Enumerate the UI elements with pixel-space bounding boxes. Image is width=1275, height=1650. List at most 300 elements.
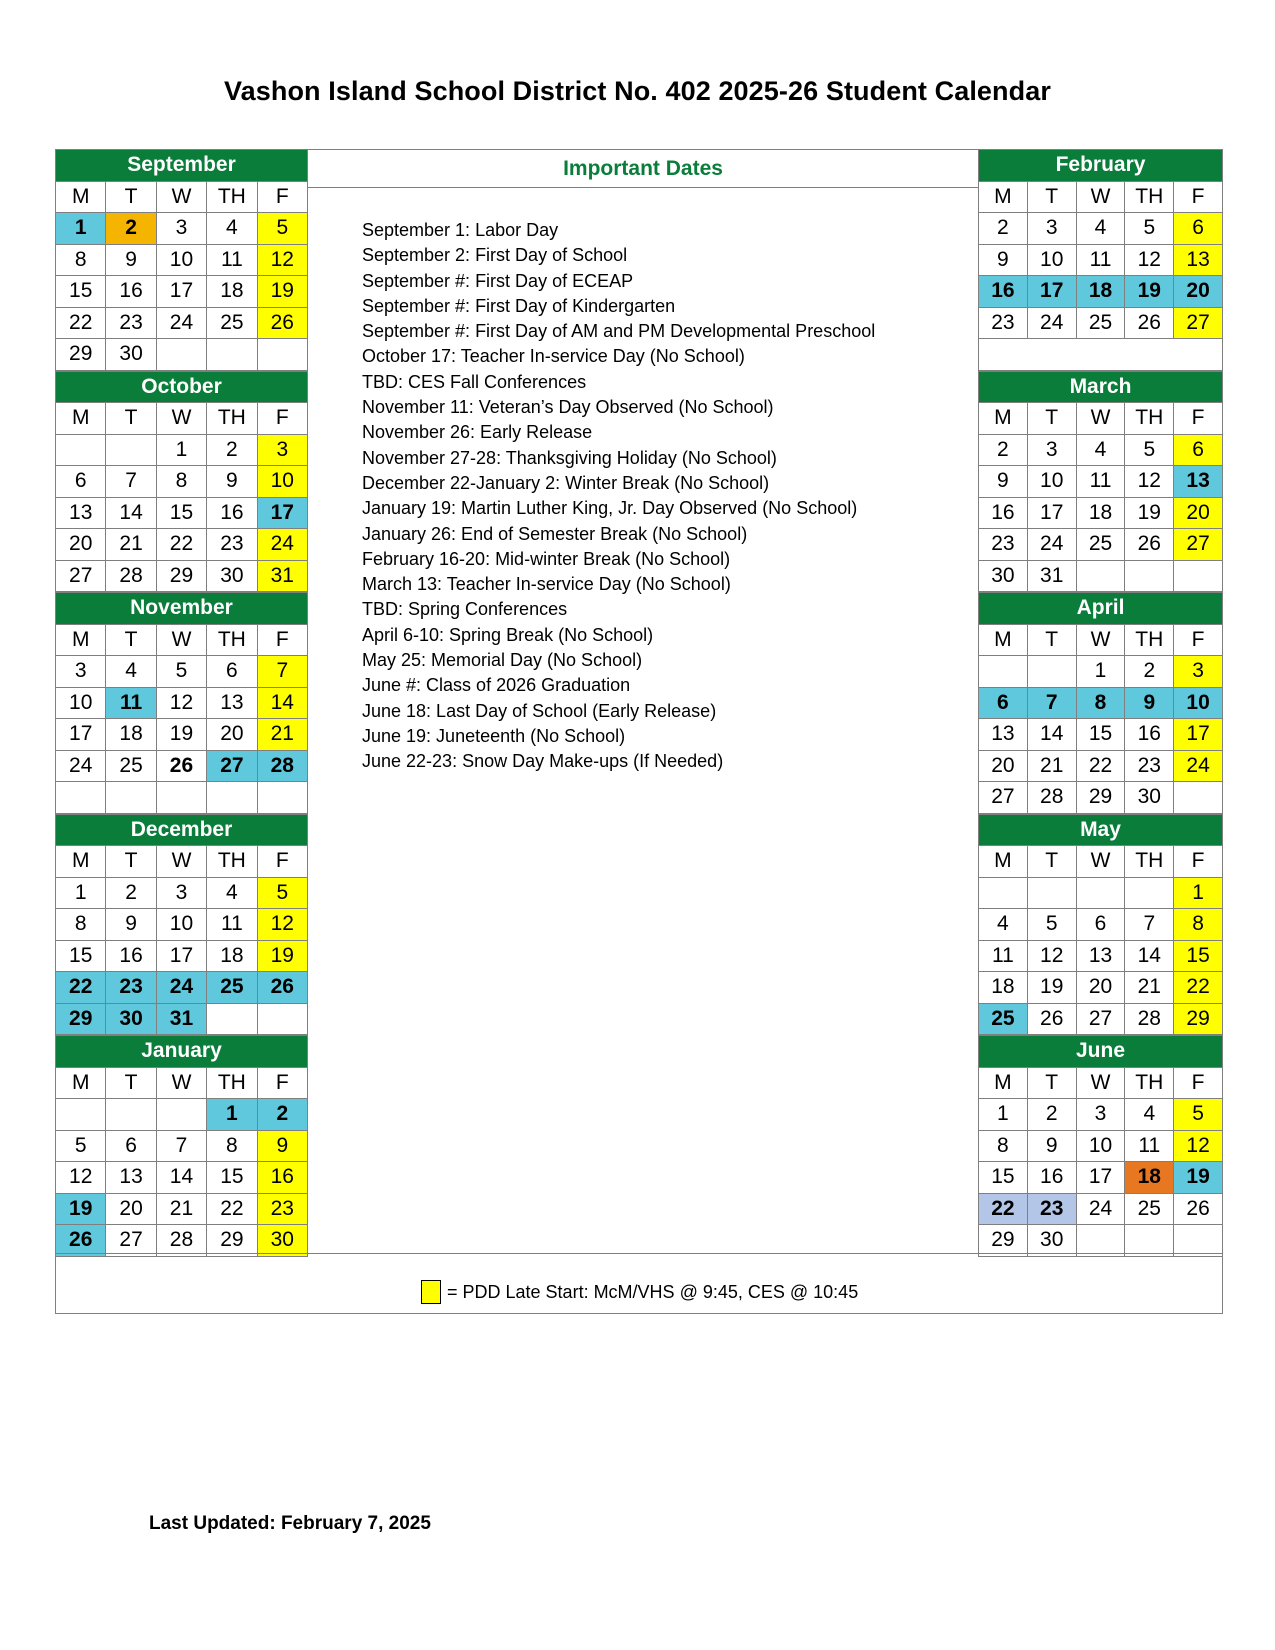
day-cell: 19 — [1125, 276, 1174, 308]
weekday-header: M — [979, 181, 1028, 213]
day-cell: 29 — [56, 1003, 106, 1035]
day-cell: 4 — [207, 213, 257, 245]
day-cell: 3 — [1027, 434, 1076, 466]
day-cell: 13 — [1174, 466, 1223, 498]
empty-day-cell — [979, 656, 1028, 688]
day-cell: 16 — [1125, 719, 1174, 751]
legend-swatch — [421, 1280, 441, 1304]
weekday-header: M — [56, 624, 106, 656]
week-row — [979, 1193, 1223, 1225]
empty-day-cell — [257, 339, 307, 371]
week-row — [979, 782, 1223, 814]
weekday-header: T — [1027, 1067, 1076, 1099]
day-cell: 1 — [156, 434, 206, 466]
day-cell: 26 — [257, 307, 307, 339]
day-cell: 1 — [56, 213, 106, 245]
month-september — [55, 149, 308, 371]
day-cell: 9 — [1027, 1130, 1076, 1162]
day-cell: 16 — [979, 276, 1028, 308]
week-row — [56, 434, 308, 466]
day-cell: 5 — [257, 213, 307, 245]
week-row — [56, 940, 308, 972]
day-cell: 11 — [207, 909, 257, 941]
day-cell: 25 — [1076, 529, 1125, 561]
week-row — [56, 213, 308, 245]
week-row — [56, 560, 308, 592]
day-cell: 17 — [56, 719, 106, 751]
day-cell: 17 — [1174, 719, 1223, 751]
weekday-header: F — [1174, 403, 1223, 435]
empty-day-cell — [1174, 782, 1223, 814]
day-cell: 17 — [156, 276, 206, 308]
empty-day-cell — [1174, 1225, 1223, 1257]
week-row — [56, 656, 308, 688]
day-cell: 20 — [56, 529, 106, 561]
week-row — [56, 1003, 308, 1035]
day-cell: 1 — [207, 1099, 257, 1131]
weekday-header: F — [1174, 181, 1223, 213]
week-row — [56, 909, 308, 941]
day-cell: 24 — [257, 529, 307, 561]
day-cell: 31 — [156, 1003, 206, 1035]
empty-day-cell — [1027, 877, 1076, 909]
day-cell: 9 — [1125, 687, 1174, 719]
day-cell: 21 — [1125, 972, 1174, 1004]
empty-day-cell — [1076, 560, 1125, 592]
day-cell: 14 — [106, 497, 156, 529]
week-row — [56, 687, 308, 719]
empty-day-cell — [156, 782, 206, 814]
day-cell: 12 — [1125, 466, 1174, 498]
day-cell: 2 — [207, 434, 257, 466]
important-date-item: TBD: Spring Conferences — [362, 599, 568, 620]
day-cell: 30 — [106, 1003, 156, 1035]
weekday-header: W — [156, 403, 206, 435]
important-date-item: June 18: Last Day of School (Early Release) — [362, 700, 717, 721]
day-cell: 26 — [257, 972, 307, 1004]
empty-day-cell — [1125, 877, 1174, 909]
day-cell: 28 — [1125, 1003, 1174, 1035]
important-date-item: November 27-28: Thanksgiving Holiday (No School) — [362, 447, 777, 468]
empty-day-cell — [207, 339, 257, 371]
day-cell: 22 — [1076, 750, 1125, 782]
day-cell: 27 — [106, 1225, 156, 1257]
last-updated: Last Updated: February 7, 2025 — [149, 1513, 431, 1534]
day-cell: 18 — [1076, 497, 1125, 529]
day-cell: 24 — [156, 307, 206, 339]
empty-day-cell — [207, 782, 257, 814]
important-date-item: May 25: Memorial Day (No School) — [362, 650, 643, 671]
week-row — [979, 529, 1223, 561]
empty-day-cell — [1027, 656, 1076, 688]
day-cell: 4 — [1076, 434, 1125, 466]
day-cell: 27 — [1174, 307, 1223, 339]
day-cell: 8 — [56, 909, 106, 941]
month-march — [978, 371, 1223, 593]
important-date-item: September #: First Day of AM and PM Developmental Preschool — [362, 321, 876, 342]
day-cell: 5 — [257, 877, 307, 909]
month-name: April — [979, 593, 1223, 625]
day-cell: 4 — [106, 656, 156, 688]
day-cell: 27 — [56, 560, 106, 592]
day-cell: 7 — [257, 656, 307, 688]
week-row — [56, 750, 308, 782]
important-date-item: September #: First Day of Kindergarten — [362, 295, 676, 316]
day-cell: 10 — [56, 687, 106, 719]
week-row — [979, 656, 1223, 688]
day-cell: 22 — [56, 972, 106, 1004]
day-cell: 22 — [1174, 972, 1223, 1004]
month-name: March — [979, 371, 1223, 403]
empty-day-cell — [1174, 560, 1223, 592]
day-cell: 8 — [56, 244, 106, 276]
day-cell: 12 — [257, 909, 307, 941]
day-cell: 10 — [1027, 244, 1076, 276]
day-cell: 29 — [1076, 782, 1125, 814]
empty-day-cell — [56, 434, 106, 466]
month-april — [978, 592, 1223, 814]
day-cell: 10 — [1174, 687, 1223, 719]
day-cell: 7 — [156, 1130, 206, 1162]
week-row — [56, 497, 308, 529]
month-name: September — [56, 150, 308, 182]
important-date-item: March 13: Teacher In-service Day (No School) — [362, 574, 731, 595]
week-row — [979, 497, 1223, 529]
day-cell: 24 — [56, 750, 106, 782]
day-cell: 29 — [156, 560, 206, 592]
important-date-item: January 19: Martin Luther King, Jr. Day Observed (No School) — [362, 498, 858, 519]
weekday-header: F — [257, 181, 307, 213]
day-cell: 26 — [156, 750, 206, 782]
day-cell: 8 — [1174, 909, 1223, 941]
day-cell: 9 — [979, 244, 1028, 276]
day-cell: 11 — [106, 687, 156, 719]
empty-day-cell — [1076, 877, 1125, 909]
day-cell: 13 — [1174, 244, 1223, 276]
month-january — [55, 1035, 308, 1257]
day-cell: 29 — [56, 339, 106, 371]
day-cell: 25 — [1125, 1193, 1174, 1225]
day-cell: 28 — [257, 750, 307, 782]
week-row — [979, 213, 1223, 245]
weekday-header: T — [1027, 403, 1076, 435]
day-cell: 5 — [156, 656, 206, 688]
day-cell: 17 — [1027, 276, 1076, 308]
day-cell: 31 — [257, 560, 307, 592]
important-date-item: September 1: Labor Day — [362, 220, 559, 240]
week-row — [979, 877, 1223, 909]
day-cell: 17 — [156, 940, 206, 972]
day-cell: 16 — [207, 497, 257, 529]
day-cell: 13 — [106, 1162, 156, 1194]
day-cell: 26 — [1174, 1193, 1223, 1225]
month-june — [978, 1035, 1223, 1257]
day-cell: 24 — [1027, 307, 1076, 339]
empty-day-cell — [207, 1003, 257, 1035]
day-cell: 19 — [257, 276, 307, 308]
day-cell: 8 — [207, 1130, 257, 1162]
weekday-header: T — [106, 181, 156, 213]
day-cell: 9 — [106, 244, 156, 276]
day-cell: 11 — [979, 940, 1028, 972]
week-row — [979, 1130, 1223, 1162]
day-cell: 10 — [1076, 1130, 1125, 1162]
day-cell: 3 — [56, 656, 106, 688]
important-date-item: January 26: End of Semester Break (No School) — [362, 523, 748, 544]
day-cell: 30 — [257, 1225, 307, 1257]
day-cell: 6 — [1174, 434, 1223, 466]
weekday-header: TH — [207, 403, 257, 435]
weekday-header: W — [1076, 1067, 1125, 1099]
weekday-header: T — [106, 403, 156, 435]
day-cell: 17 — [1076, 1162, 1125, 1194]
empty-day-cell — [56, 782, 106, 814]
day-cell: 24 — [1076, 1193, 1125, 1225]
week-row — [979, 1225, 1223, 1257]
week-row — [56, 1193, 308, 1225]
week-row — [979, 276, 1223, 308]
weekday-header: TH — [207, 181, 257, 213]
important-date-item: June 19: Juneteenth (No School) — [362, 725, 626, 746]
important-date-item: February 16-20: Mid-winter Break (No School) — [362, 548, 731, 569]
day-cell: 16 — [979, 497, 1028, 529]
week-row — [56, 1225, 308, 1257]
weekday-header: T — [1027, 181, 1076, 213]
day-cell: 19 — [1125, 497, 1174, 529]
empty-day-cell — [979, 877, 1028, 909]
week-row — [56, 307, 308, 339]
month-name: November — [56, 593, 308, 625]
day-cell: 21 — [106, 529, 156, 561]
month-spacer — [979, 339, 1223, 371]
day-cell: 14 — [1027, 719, 1076, 751]
day-cell: 27 — [1076, 1003, 1125, 1035]
day-cell: 20 — [1174, 497, 1223, 529]
week-row — [979, 466, 1223, 498]
important-date-item: September #: First Day of ECEAP — [362, 270, 634, 291]
weekday-header: F — [257, 846, 307, 878]
day-cell: 20 — [1076, 972, 1125, 1004]
month-name: February — [979, 150, 1223, 182]
day-cell: 25 — [106, 750, 156, 782]
day-cell: 18 — [1076, 276, 1125, 308]
weekday-header: M — [56, 846, 106, 878]
important-date-item: June 22-23: Snow Day Make-ups (If Needed) — [362, 751, 724, 772]
important-date-item: October 17: Teacher In-service Day (No School) — [362, 346, 745, 367]
weekday-header: TH — [1125, 403, 1174, 435]
weekday-header: W — [1076, 181, 1125, 213]
week-row — [56, 1162, 308, 1194]
day-cell: 6 — [56, 466, 106, 498]
weekday-header: TH — [1125, 846, 1174, 878]
day-cell: 12 — [1125, 244, 1174, 276]
day-cell: 23 — [207, 529, 257, 561]
week-row — [56, 1099, 308, 1131]
day-cell: 4 — [1125, 1099, 1174, 1131]
weekday-header: M — [979, 1067, 1028, 1099]
day-cell: 1 — [979, 1099, 1028, 1131]
day-cell: 1 — [1076, 656, 1125, 688]
weekday-header: TH — [1125, 624, 1174, 656]
important-date-item: April 6-10: Spring Break (No School) — [362, 624, 654, 645]
legend — [421, 1280, 858, 1304]
day-cell: 19 — [156, 719, 206, 751]
day-cell: 29 — [1174, 1003, 1223, 1035]
important-date-item: September 2: First Day of School — [362, 245, 628, 266]
empty-day-cell — [257, 782, 307, 814]
day-cell: 20 — [1174, 276, 1223, 308]
day-cell: 18 — [1125, 1162, 1174, 1194]
day-cell: 7 — [1027, 687, 1076, 719]
day-cell: 23 — [106, 972, 156, 1004]
weekday-header: M — [56, 403, 106, 435]
day-cell: 6 — [207, 656, 257, 688]
day-cell: 14 — [1125, 940, 1174, 972]
day-cell: 20 — [207, 719, 257, 751]
empty-day-cell — [56, 1099, 106, 1131]
day-cell: 23 — [979, 307, 1028, 339]
important-dates-list — [362, 218, 962, 775]
week-row — [979, 244, 1223, 276]
month-december — [55, 814, 308, 1036]
day-cell: 13 — [56, 497, 106, 529]
day-cell: 29 — [979, 1225, 1028, 1257]
day-cell: 25 — [207, 972, 257, 1004]
day-cell: 5 — [56, 1130, 106, 1162]
day-cell: 18 — [207, 276, 257, 308]
day-cell: 10 — [257, 466, 307, 498]
week-row — [56, 719, 308, 751]
day-cell: 30 — [979, 560, 1028, 592]
weekday-header: F — [257, 624, 307, 656]
weekday-header: F — [1174, 624, 1223, 656]
weekday-header: F — [257, 1067, 307, 1099]
day-cell: 23 — [1027, 1193, 1076, 1225]
day-cell: 28 — [156, 1225, 206, 1257]
day-cell: 24 — [1174, 750, 1223, 782]
day-cell: 28 — [1027, 782, 1076, 814]
day-cell: 18 — [207, 940, 257, 972]
day-cell: 8 — [979, 1130, 1028, 1162]
day-cell: 19 — [257, 940, 307, 972]
empty-day-cell — [1076, 1225, 1125, 1257]
day-cell: 22 — [156, 529, 206, 561]
day-cell: 12 — [1027, 940, 1076, 972]
day-cell: 3 — [1174, 656, 1223, 688]
empty-day-cell — [257, 1003, 307, 1035]
day-cell: 22 — [56, 307, 106, 339]
day-cell: 5 — [1125, 213, 1174, 245]
weekday-header: W — [1076, 846, 1125, 878]
day-cell: 17 — [1027, 497, 1076, 529]
important-date-item: November 11: Veteran’s Day Observed (No School) — [362, 397, 774, 418]
day-cell: 3 — [1027, 213, 1076, 245]
day-cell: 27 — [1174, 529, 1223, 561]
day-cell: 28 — [106, 560, 156, 592]
month-may — [978, 814, 1223, 1036]
important-date-item: November 26: Early Release — [362, 422, 593, 443]
week-row — [979, 1162, 1223, 1194]
weekday-header: F — [1174, 846, 1223, 878]
week-row — [979, 940, 1223, 972]
day-cell: 5 — [1125, 434, 1174, 466]
legend-text: = PDD Late Start: McM/VHS @ 9:45, CES @ 10:45 — [447, 1281, 859, 1302]
day-cell: 12 — [56, 1162, 106, 1194]
weekday-header: T — [1027, 624, 1076, 656]
day-cell: 2 — [979, 213, 1028, 245]
day-cell: 5 — [1174, 1099, 1223, 1131]
day-cell: 30 — [1027, 1225, 1076, 1257]
day-cell: 14 — [156, 1162, 206, 1194]
day-cell: 6 — [979, 687, 1028, 719]
empty-day-cell — [106, 782, 156, 814]
day-cell: 16 — [1027, 1162, 1076, 1194]
day-cell: 22 — [979, 1193, 1028, 1225]
weekday-header: W — [156, 624, 206, 656]
week-row — [56, 972, 308, 1004]
week-row — [56, 244, 308, 276]
empty-day-cell — [106, 434, 156, 466]
week-row — [979, 750, 1223, 782]
day-cell: 22 — [207, 1193, 257, 1225]
day-cell: 29 — [207, 1225, 257, 1257]
week-row — [56, 782, 308, 814]
day-cell: 15 — [1076, 719, 1125, 751]
day-cell: 20 — [106, 1193, 156, 1225]
week-row — [56, 339, 308, 371]
day-cell: 7 — [106, 466, 156, 498]
day-cell: 24 — [156, 972, 206, 1004]
day-cell: 1 — [56, 877, 106, 909]
day-cell: 4 — [979, 909, 1028, 941]
week-row — [979, 909, 1223, 941]
empty-day-cell — [106, 1099, 156, 1131]
day-cell: 1 — [1174, 877, 1223, 909]
day-cell: 3 — [156, 877, 206, 909]
weekday-header: W — [1076, 624, 1125, 656]
day-cell: 18 — [979, 972, 1028, 1004]
page-title: Vashon Island School District No. 402 2025-26 Student Calendar — [224, 76, 1051, 106]
day-cell: 2 — [1027, 1099, 1076, 1131]
day-cell: 16 — [106, 276, 156, 308]
day-cell: 11 — [207, 244, 257, 276]
weekday-header: TH — [207, 624, 257, 656]
weekday-header: F — [1174, 1067, 1223, 1099]
month-name: June — [979, 1036, 1223, 1068]
day-cell: 26 — [56, 1225, 106, 1257]
day-cell: 19 — [1027, 972, 1076, 1004]
day-cell: 8 — [1076, 687, 1125, 719]
day-cell: 25 — [207, 307, 257, 339]
day-cell: 6 — [1174, 213, 1223, 245]
day-cell: 6 — [1076, 909, 1125, 941]
weekday-header: TH — [1125, 1067, 1174, 1099]
weekday-header: F — [257, 403, 307, 435]
day-cell: 5 — [1027, 909, 1076, 941]
day-cell: 12 — [156, 687, 206, 719]
day-cell: 2 — [979, 434, 1028, 466]
month-october — [55, 371, 308, 593]
weekday-header: W — [1076, 403, 1125, 435]
month-name: January — [56, 1036, 308, 1068]
important-dates-header: Important Dates — [308, 149, 978, 188]
day-cell: 8 — [156, 466, 206, 498]
day-cell: 12 — [257, 244, 307, 276]
week-row — [56, 529, 308, 561]
weekday-header: T — [106, 846, 156, 878]
day-cell: 11 — [1076, 466, 1125, 498]
empty-day-cell — [156, 339, 206, 371]
